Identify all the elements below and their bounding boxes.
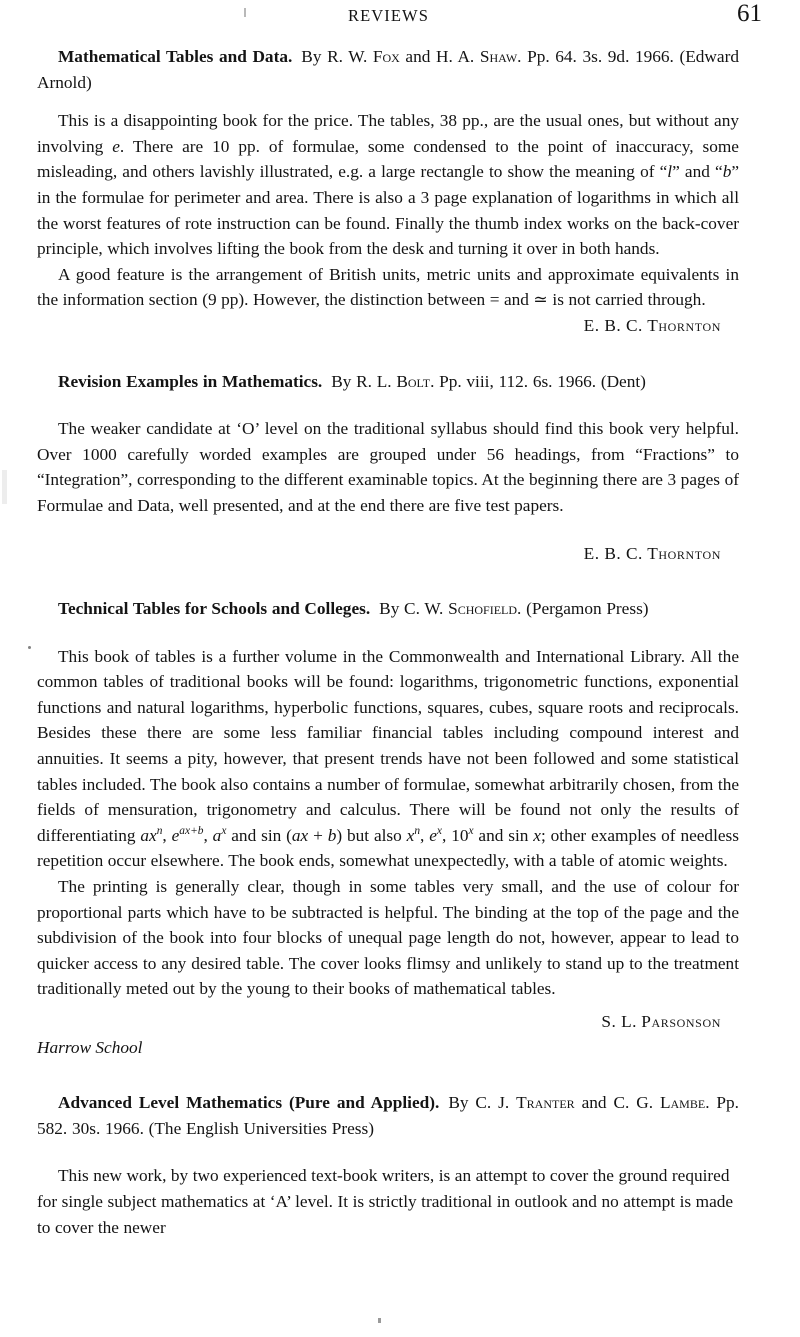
review-paragraph: A good feature is the arrangement of British units, metric units and approximate equivalents in the information section (9 pp). However, the distinction between = and ≃ is not carried through. [37,264,739,310]
author-surname: Tranter [516,1093,575,1113]
author-surname: Fox [372,47,400,66]
formula-connector-butalso: but also [342,825,407,845]
page-number: 61 [737,0,762,27]
formula-e-x-exponent: x [436,825,442,838]
byline-tail: . Pp. viii, 112. 6s. 1966. (Dent) [430,371,646,391]
formula-x-n: x [406,825,415,845]
formula-a-x-exponent: x [221,825,227,838]
byline-lead: By R. W. [301,47,373,66]
review-technical-tables-for-schools-and-colleges [37,596,739,1060]
par-fragment: other examples of needless repetition occur elsewhere. The book ends, somewhat unexpectedly, with a table of atomic weights. [37,825,739,871]
review-advanced-level-mathematics [37,1090,739,1240]
review-heading [37,369,739,395]
review-heading [37,1090,739,1141]
signature-initials: E. B. C. [583,543,643,563]
running-head-title: REVIEWS [347,6,430,25]
text-column [37,44,739,1240]
byline-lead: By R. L. [331,371,397,391]
formula-ten-x-exponent: x [468,825,474,838]
formula-connector-and: and [473,825,509,845]
book-title: Advanced Level Mathematics (Pure and Applied). [58,1093,440,1113]
math-italic-b: b [722,162,732,182]
formula-e-x: e [429,825,437,845]
review-revision-examples-in-mathematics [37,369,739,567]
formula-a-x: a [212,825,222,845]
review-mathematical-tables-and-data [37,44,739,339]
formula-separator: , [162,825,172,845]
byline-lead: By C. W. [379,599,449,619]
formula-separator: , [203,825,213,845]
review-heading [37,596,739,622]
par-fragment: ” and “ [672,162,723,182]
math-italic-e: e [112,136,120,156]
reviewer-affiliation: Harrow School [37,1037,143,1057]
byline-tail: . Pp. 64. 3s. 9d. 1966. (Edward Arnold) [37,47,739,92]
formula-e-axb: e [171,825,180,845]
formula-ax-n: ax [140,825,157,845]
signature-initials: E. B. C. [583,315,643,335]
running-head [37,0,762,32]
formula-x-n-exponent: n [414,825,421,838]
signature-initials: S. L. [601,1012,637,1031]
formula-separator: , [420,825,430,845]
byline-lead: By C. J. [448,1093,517,1113]
formula-separator: , [441,825,452,845]
math-italic-l: l [667,162,673,182]
author-surname: Schofield [448,599,518,619]
reviewer-signature [37,541,739,567]
reviewer-signature [37,1009,739,1035]
scan-artifact-bottom [378,1318,381,1323]
review-heading [37,44,739,95]
par-fragment: ” in the formulae for perimeter and area. There is also a 3 page explanation of logarithms in which all the worst features of rote instruction can be found. Finally the thumb index works on the back-cover principle, which involves lifting the book from the desk and turning it over in both hands. [37,162,739,259]
formula-ten-x: 10 [451,825,469,845]
formula-sin-ax-b: sin (ax + b) [261,825,343,845]
par-fragment: This is a disappointing book for the price. The tables, 38 pp., are the usual ones, but without any involving [37,111,739,156]
byline-tail: . (Pergamon Press) [517,599,649,619]
review-paragraph: The weaker candidate at ‘O’ level on the traditional syllabus should find this book very helpful. Over 1000 carefully worded examples are grouped under 56 headings, from “Fractions” to “Integration”, corresponding to the different examinable topics. At the beginning there are 3 pages of Formulae and Data, well presented, and at the end there are five test papers. [37,419,739,515]
signature-surname: Parsonson [641,1012,721,1031]
par-fragment: . There are 10 pp. of formulae, some condensed to the point of inaccuracy, some misleading, and others lavishly illustrated, e.g. a large rectangle to show the meaning of “ [37,136,739,182]
book-title: Revision Examples in Mathematics. [58,371,323,391]
formula-ax-n-exponent: n [156,825,163,838]
byline-mid: and C. G. [574,1093,660,1113]
review-paragraph: The printing is generally clear, though in some tables very small, and the use of colour for proportional parts which have to be subtracted is helpful. The binding at the top of the page and the subdivision of the book into four blocks of unequal page length do not, however, appear to lead to quicker access to any desired table. The cover looks flimsy and unlikely to stand up to the treatment traditionally meted out by the young to their books of mathematical tables. [37,877,739,999]
formula-connector-and: and [226,825,262,845]
formula-e-axb-exponent: ax+b [179,825,204,838]
signature-surname: Thornton [647,315,721,335]
byline-tail: . Pp. 582. 30s. 1966. (The English Universities Press) [37,1093,739,1138]
review-paragraph [37,108,739,262]
scan-edge-mark [2,470,7,504]
review-paragraph [37,644,739,874]
par-fragment: This book of tables is a further volume in the Commonwealth and International Library. All the common tables of traditional books will be found: logarithms, trigonometric functions, exponential functions and natural logarithms, hyperbolic functions, squares, cubes, square roots and reciprocals. Besides these there are some less familiar financial tables including compound interest and annuities. It seems a pity, however, that present trends have not been followed and some statistical tables included. The book also contains a number of formulae, somewhat arbitrarily chosen, from the fields of mensuration, trigonometry and calculus. There will be found not only the results of differentiating [37,646,739,845]
author-surname-2: Lambe [659,1093,706,1113]
book-title: Mathematical Tables and Data. [58,47,293,66]
author-surname-2: Shaw [479,47,518,66]
byline-mid: and H. A. [399,47,480,66]
author-surname: Bolt [396,371,431,391]
review-paragraph: This new work, by two experienced text-book writers, is an attempt to cover the ground required for single subject mathematics at ‘A’ level. It is strictly traditional in outlook and no attempt is made to cover the newer [37,1166,734,1237]
signature-surname: Thornton [647,543,721,563]
book-title: Technical Tables for Schools and Colleges. [58,599,371,619]
scan-artifact-dot [28,646,31,649]
formula-sin-x: sin x; [508,825,546,845]
reviewer-signature [37,313,739,339]
